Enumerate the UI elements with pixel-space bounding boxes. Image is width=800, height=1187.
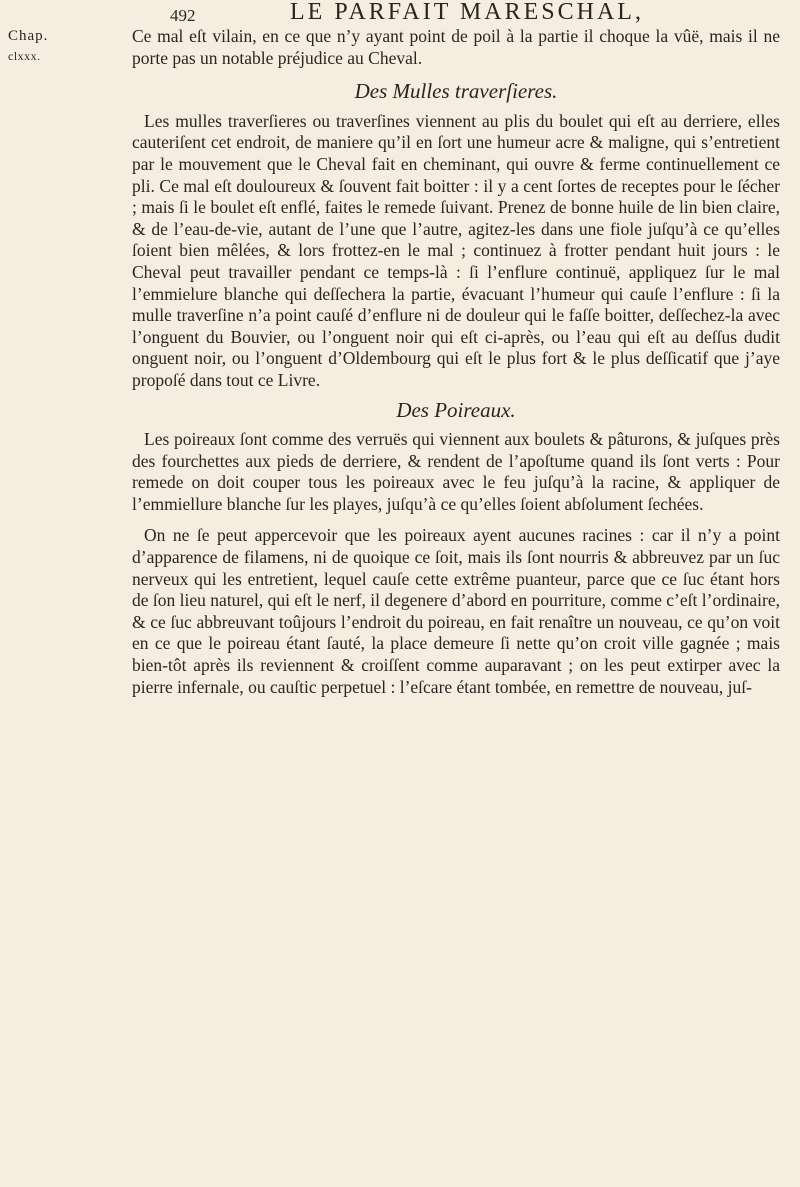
page-number: 492 <box>170 6 196 25</box>
section-title-poireaux: Des Poireaux. <box>396 397 516 422</box>
margin-chap-label: Chap. <box>8 28 49 44</box>
margin-chapter-note <box>8 26 60 66</box>
margin-chapter-number: clxxx. <box>8 49 41 63</box>
section-title-mulles: Des Mulles traverſieres. <box>354 79 558 104</box>
page-body <box>132 26 780 698</box>
running-head <box>170 0 780 26</box>
paragraph-gap <box>132 515 780 525</box>
poireaux-paragraph-2: On ne ſe peut appercevoir que les poireaux ayent aucunes racines : car il n’y a point d’apparence de filamens, ni de quoique ce ſoit, mais ils ſont nourris & abbreuvez par un ſuc nerveux qui les entretient, lequel cauſe cette extrême puanteur, parce que ce ſuc étant hors de ſon lieu naturel, qui eſt le nerf, il degenere d’abord en pourriture, comme c’eſt l’ordinaire, & ce ſuc abbreuvant toûjours l’endroit du poireau, en fait renaître un nouveau, ce qu’on voit en ce que le poireau étant ſauté, la place demeure ſi nette qu’on croit ville gagnée ; mais bien-tôt après ils reviennent & croiſſent comme auparavant ; on les peut extirper avec la pierre infernale, ou cauſtic perpetuel : l’eſcare étant tombée, en remettre de nouveau, juſ- <box>132 525 780 697</box>
mulles-paragraph: Les mulles traverſieres ou traverſines viennent au plis du boulet qui eſt au derriere, elles cauteriſent cet endroit, de maniere qu’il en ſort une humeur acre & maligne, qui s’entretient par le mouvement que le Cheval fait en cheminant, qui ouvre & ferme continuellement ce pli. Ce mal eſt douloureux & ſouvent fait boitter : il y a cent ſortes de receptes pour le ſécher ; mais ſi le boulet eſt enflé, faites le remede ſuivant. Prenez de bonne huile de lin bien claire, & de l’eau-de-vie, autant de l’une que l’autre, agitez-les dans une fiole juſqu’à ce qu’elles ſoient bien mêlées, & lors frottez-en le mal ; continuez à frotter pendant huit jours : le Cheval peut travailler pendant ce temps-là : ſi l’enflure continuë, appliquez ſur le mal l’emmielure blanche qui deſſechera la partie, évacuant l’humeur qui cauſe l’enflure : ſi la mulle traverſine n’a point cauſé d’enflure ni de douleur qui le faſſe boitter, deſſechez-la avec l’onguent du Bouvier, ou l’onguent noir qui eſt ci-après, ou l’eau qui eſt au deſſus dudit onguent noir, ou l’onguent d’Oldembourg qui eſt le plus fort & le plus deſſicatif que j’aye propoſé dans tout ce Livre. <box>132 110 780 390</box>
poireaux-paragraph-1: Les poireaux ſont comme des verruës qui viennent aux boulets & pâturons, & juſques près des fourchettes aux pieds de derriere, & rendent de l’apoſtume quand ils ſont verts : Pour remede on doit couper tous les poireaux avec le feu juſqu’à la racine, & appliquer de l’emmiellure blanche ſur les playes, juſqu’à ce qu’elles ſoient abſolument ſechées. <box>132 429 780 514</box>
running-title: LE PARFAIT MARESCHAL, <box>290 0 644 25</box>
intro-paragraph: Ce mal eſt vilain, en ce que n’y ayant point de poil à la partie il choque la vûë, mais il ne porte pas un notable préjudice au Cheval. <box>132 26 780 68</box>
